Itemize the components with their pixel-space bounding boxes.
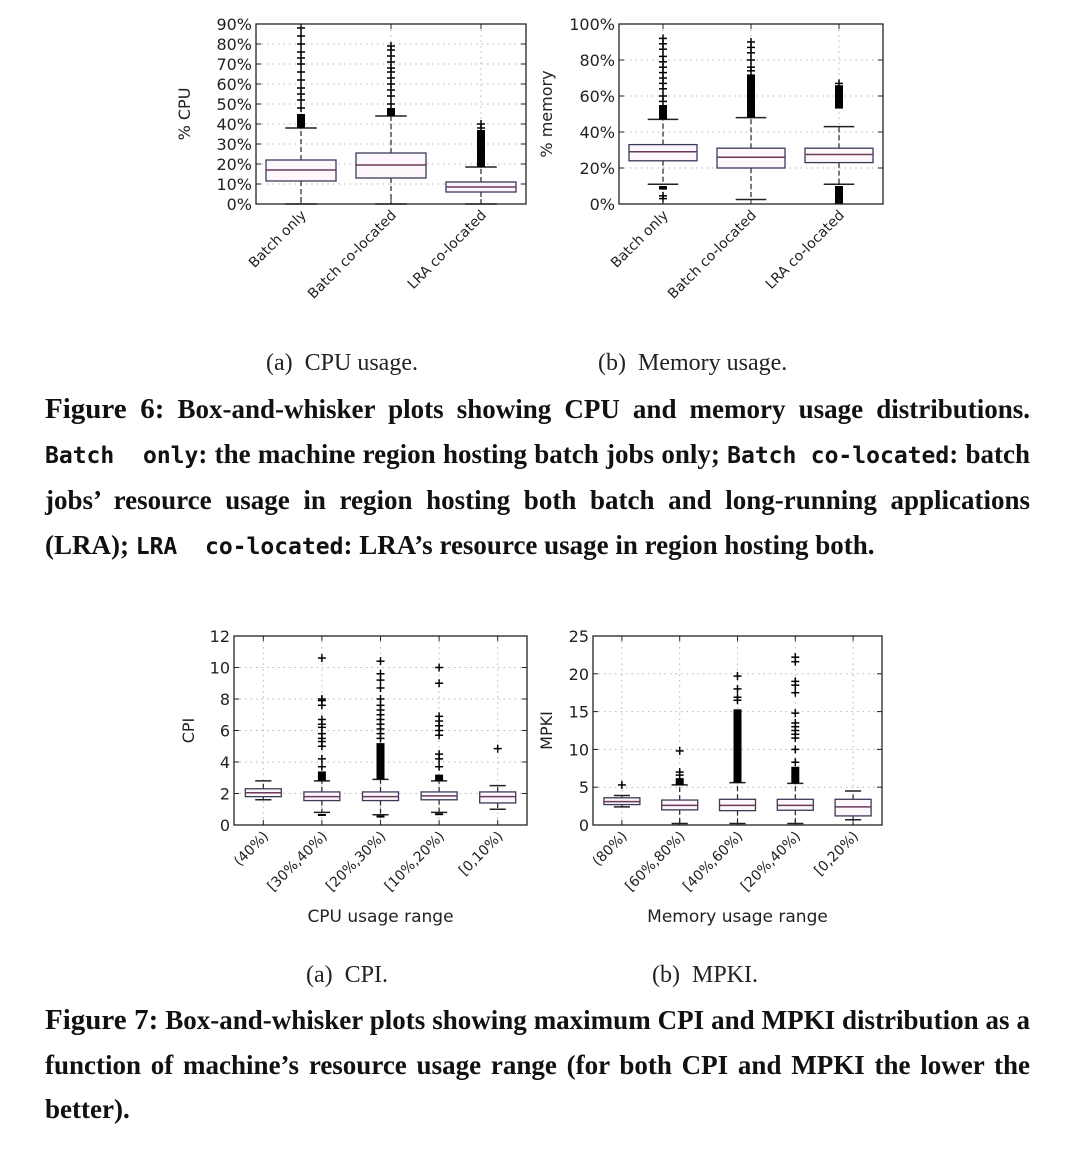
y-tick-label: 0 xyxy=(578,816,589,835)
y-tick-label: 80% xyxy=(579,51,615,70)
x-tick-label: (80%) xyxy=(589,828,631,870)
box-0 xyxy=(245,781,281,800)
x-tick-label: [60%,80%) xyxy=(622,828,689,895)
figure6-caption xyxy=(45,387,1030,569)
x-tick-label: [0,10%) xyxy=(456,828,507,880)
x-axis-label: CPU usage range xyxy=(307,907,454,927)
x-tick-label: (40%) xyxy=(231,828,273,870)
box-2 xyxy=(363,657,399,817)
subcaption-label: (a) xyxy=(266,350,293,376)
figure-label: Figure 7: xyxy=(45,1004,159,1036)
y-tick-label: 0 xyxy=(219,816,230,835)
x-tick-label: Batch only xyxy=(245,207,310,272)
subcaption-label: (b) xyxy=(598,350,626,376)
caption-text: Box-and-whisker plots showing maximum CPI and MPKI distribution as a function of machine’s resource usage range (for both CPI and MPKI the lower the better). xyxy=(45,1005,1031,1124)
box-1 xyxy=(304,654,340,816)
y-axis-label: % CPU xyxy=(175,87,194,141)
y-tick-label: 12 xyxy=(209,627,230,646)
x-tick-label: Batch only xyxy=(607,207,672,272)
y-tick-label: 20% xyxy=(216,155,252,174)
subcaption-fig6b xyxy=(598,350,787,377)
y-tick-label: 30% xyxy=(216,135,252,154)
y-tick-label: 70% xyxy=(216,55,252,74)
figure7-caption xyxy=(45,998,1030,1132)
x-tick-label: [20%,30%) xyxy=(323,828,390,895)
caption-text: Box-and-whisker plots showing CPU and memory usage distributions. xyxy=(164,394,1030,424)
y-tick-label: 40% xyxy=(579,123,615,142)
y-tick-label: 8 xyxy=(219,690,230,709)
subcaption-label: (b) xyxy=(652,962,680,988)
caption-text: : LRA’s resource usage in region hosting both. xyxy=(343,529,875,560)
subcaption-text: Memory usage. xyxy=(637,350,788,376)
y-tick-label: 20% xyxy=(579,159,615,178)
x-tick-label: [20%,40%) xyxy=(737,828,805,895)
box-3 xyxy=(421,664,457,816)
box-3 xyxy=(777,653,813,823)
box-0 xyxy=(266,24,336,204)
box-0 xyxy=(629,34,697,202)
y-tick-label: 10 xyxy=(568,740,589,760)
subcaption-fig7b xyxy=(652,962,758,989)
subcaption-label: (a) xyxy=(306,962,333,988)
x-tick-label: Batch co-located xyxy=(305,207,400,303)
x-tick-label: [0,20%) xyxy=(811,828,862,880)
x-tick-label: LRA co-located xyxy=(404,207,490,293)
x-tick-label: [40%,60%) xyxy=(680,828,747,895)
cpi-boxplot xyxy=(179,627,527,927)
subcaption-text: CPI. xyxy=(344,962,388,988)
box-2 xyxy=(805,79,873,204)
y-axis-label: MPKI xyxy=(537,711,556,750)
x-tick-label: [10%,20%) xyxy=(381,828,448,895)
y-tick-label: 90% xyxy=(216,15,252,34)
x-tick-label: [30%,40%) xyxy=(264,828,331,895)
y-tick-label: 50% xyxy=(216,95,252,114)
y-tick-label: 15 xyxy=(568,702,589,722)
x-tick-label: Batch co-located xyxy=(665,207,760,303)
y-axis-label: % memory xyxy=(537,70,556,158)
caption-code: Batch co-located xyxy=(727,442,950,469)
y-tick-label: 20 xyxy=(568,664,589,684)
y-tick-label: 100% xyxy=(569,15,615,34)
figure-label: Figure 6: xyxy=(45,393,165,425)
x-tick-label: LRA co-located xyxy=(762,207,848,293)
cpu-usage-boxplot xyxy=(175,15,526,302)
y-tick-label: 5 xyxy=(578,778,589,798)
y-tick-label: 10% xyxy=(216,175,252,194)
y-tick-label: 0% xyxy=(226,195,252,214)
box-4 xyxy=(480,745,516,810)
y-tick-label: 6 xyxy=(219,721,230,741)
y-tick-label: 25 xyxy=(568,627,589,646)
mpki-boxplot xyxy=(537,627,882,927)
caption-text: : the machine region hosting batch jobs only; xyxy=(198,438,728,469)
box-2 xyxy=(446,120,516,204)
y-tick-label: 4 xyxy=(219,753,230,772)
x-axis-label: Memory usage range xyxy=(647,907,828,927)
subcaption-text: MPKI. xyxy=(691,962,758,988)
box-2 xyxy=(720,672,756,823)
y-tick-label: 60% xyxy=(216,75,252,94)
caption-code: Batch only xyxy=(45,442,199,469)
y-tick-label: 10 xyxy=(209,658,230,678)
y-tick-label: 0% xyxy=(589,195,615,214)
y-tick-label: 80% xyxy=(216,35,252,54)
y-tick-label: 2 xyxy=(219,784,230,804)
subcaption-fig7a xyxy=(306,962,388,989)
box-0 xyxy=(604,781,640,807)
y-axis-label: CPI xyxy=(179,717,198,744)
y-tick-label: 60% xyxy=(579,87,615,106)
subcaption-fig6a xyxy=(266,350,418,377)
caption-code: LRA co-located xyxy=(135,533,344,560)
box-4 xyxy=(835,791,871,820)
subcaption-text: CPU usage. xyxy=(304,350,418,376)
y-tick-label: 40% xyxy=(216,115,252,134)
memory-usage-boxplot xyxy=(537,15,883,302)
caption-text: : batch jobs’ resource usage in region hosting both batch and long-running applications (LRA); xyxy=(45,438,1030,560)
